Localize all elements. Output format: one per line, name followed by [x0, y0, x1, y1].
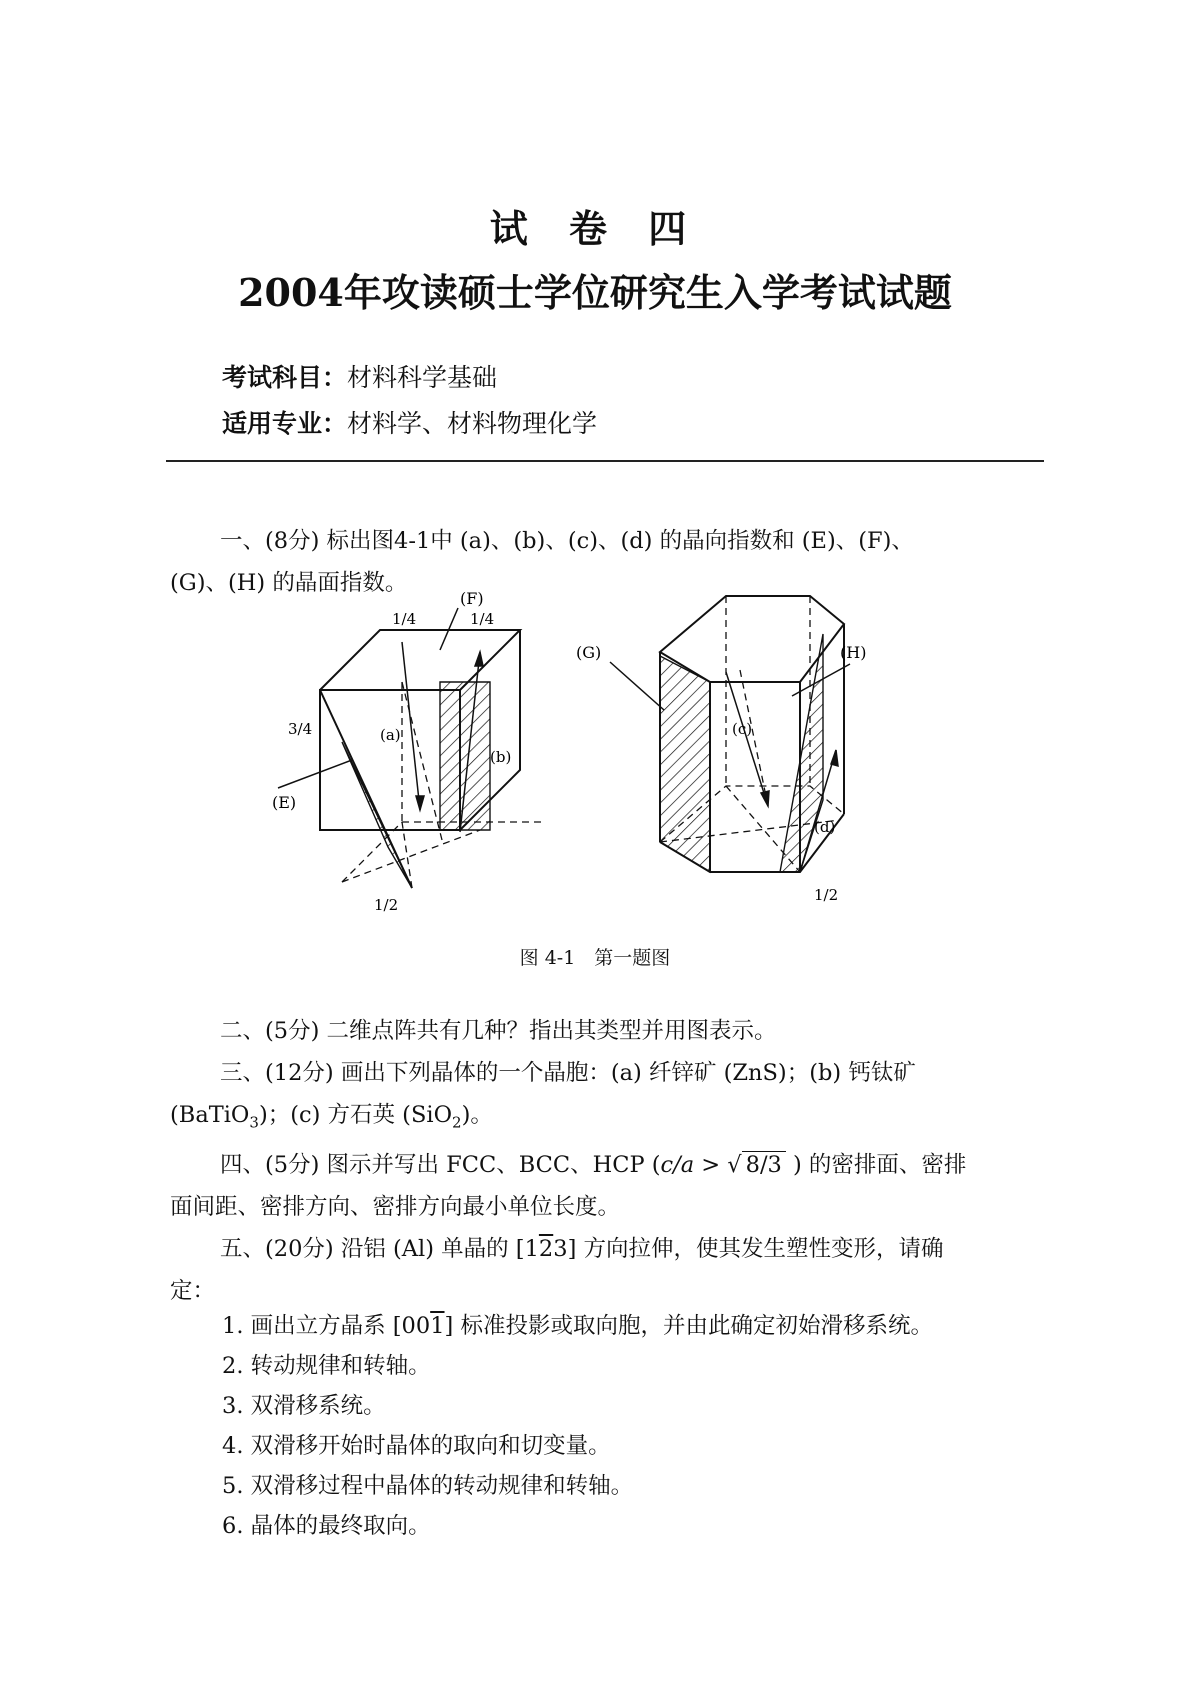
q5-sub-3: 3. 双滑移系统。 [222, 1393, 386, 1419]
q1-line-1: 一、(8分) 标出图4-1中 (a)、(b)、(c)、(d) 的晶向指数和 (E)、(F)、 [220, 528, 914, 554]
question-2: 二、(5分) 二维点阵共有几种？指出其类型并用图表示。 [220, 1018, 777, 1044]
q4-part-b: ) 的密排面、密排 [793, 1151, 967, 1178]
label-F: (F) [460, 589, 484, 608]
label-a: (a) [380, 726, 401, 744]
q3-part-b: )；(c) 方石英 (SiO [258, 1102, 453, 1128]
q5-sub1-bar: 1 [430, 1313, 445, 1339]
q5-dir-bar: 2 [538, 1235, 554, 1262]
q1-line-2: (G)、(H) 的晶面指数。 [170, 570, 408, 596]
q5-sub-1 [222, 1308, 933, 1340]
label-half-cube: 1/2 [374, 896, 399, 914]
label-G: (G) [576, 643, 602, 662]
subject-label: 考试科目： [222, 363, 348, 392]
q5-part-a: 五、(20分) 沿铝 (Al) 单晶的 [ [220, 1235, 525, 1262]
q5-sub-4: 4. 双滑移开始时晶体的取向和切变量。 [222, 1433, 611, 1459]
q5-dir-3: 3 [553, 1235, 568, 1262]
plane-H-hatched [780, 634, 823, 872]
q5-sub1-part-a: 1. 画出立方晶系 [00 [222, 1313, 431, 1339]
q5-line-1 [170, 1228, 1050, 1270]
label-quarter-right: 1/4 [470, 610, 495, 628]
header-divider [166, 460, 1044, 462]
q4-line-2: 面间距、密排方向、密排方向最小单位长度。 [170, 1193, 621, 1220]
label-H: (H) [840, 643, 867, 662]
subject-value: 材料科学基础 [347, 363, 498, 392]
q5-sub-6: 6. 晶体的最终取向。 [222, 1513, 431, 1539]
q4-ratio: c/a > [660, 1151, 721, 1178]
q5-sub1-part-b: ] 标准投影或取向胞，并由此确定初始滑移系统。 [444, 1313, 933, 1339]
vector-a [402, 642, 420, 810]
q3-line-2 [170, 1094, 1050, 1144]
q5-sub-2: 2. 转动规律和转轴。 [222, 1353, 431, 1379]
label-three-quarter: 3/4 [288, 720, 313, 738]
q5-line-2: 定： [170, 1277, 216, 1304]
major-label: 适用专业： [222, 409, 348, 438]
q4-part-a: 四、(5分) 图示并写出 FCC、BCC、HCP ( [220, 1151, 661, 1178]
major-value: 材料学、材料物理化学 [347, 409, 598, 438]
q3-line-1: 三、(12分) 画出下列晶体的一个晶胞：(a) 纤锌矿 (ZnS)；(b) 钙钛矿 [220, 1060, 916, 1086]
paper-title: 试 卷 四 [489, 206, 701, 251]
figure-4-1 [272, 589, 940, 930]
label-E: (E) [272, 793, 297, 812]
subscript-3: 3 [249, 1113, 259, 1132]
q3-part-c: )。 [461, 1102, 493, 1128]
label-quarter-left: 1/4 [392, 610, 417, 628]
question-1 [170, 520, 1050, 604]
q4-sqrt: 8/3 [742, 1151, 786, 1178]
questions-2-to-5 [170, 1010, 1050, 1312]
exam-subject [222, 358, 497, 394]
label-b: (b) [490, 748, 512, 766]
label-half-hex: 1/2 [814, 886, 839, 904]
exam-title: 2004年攻读硕士学位研究生入学考试试题 [238, 270, 952, 315]
vector-c [726, 672, 768, 806]
q5-sub-5: 5. 双滑移过程中晶体的转动规律和转轴。 [222, 1473, 634, 1499]
q5-part-b: ] 方向拉伸，使其发生塑性变形，请确 [567, 1235, 944, 1262]
figure-caption: 图 4-1 第一题图 [519, 947, 671, 969]
label-c: (c) [732, 720, 753, 738]
hexagonal-prism-diagram [576, 596, 866, 904]
label-d: (d) [814, 818, 836, 836]
subscript-2: 2 [452, 1113, 462, 1132]
cube-diagram [272, 589, 542, 914]
q5-dir-1: 1 [524, 1235, 539, 1262]
plane-G-hatched [660, 656, 710, 872]
q3-part-a: (BaTiO [170, 1102, 250, 1128]
q4-line-1: 四、(5分) 图示并写出 FCC、BCC、HCP (c/a > √ 8/3 ) 的密排面、密排 [220, 1151, 967, 1178]
exam-major [222, 404, 597, 440]
